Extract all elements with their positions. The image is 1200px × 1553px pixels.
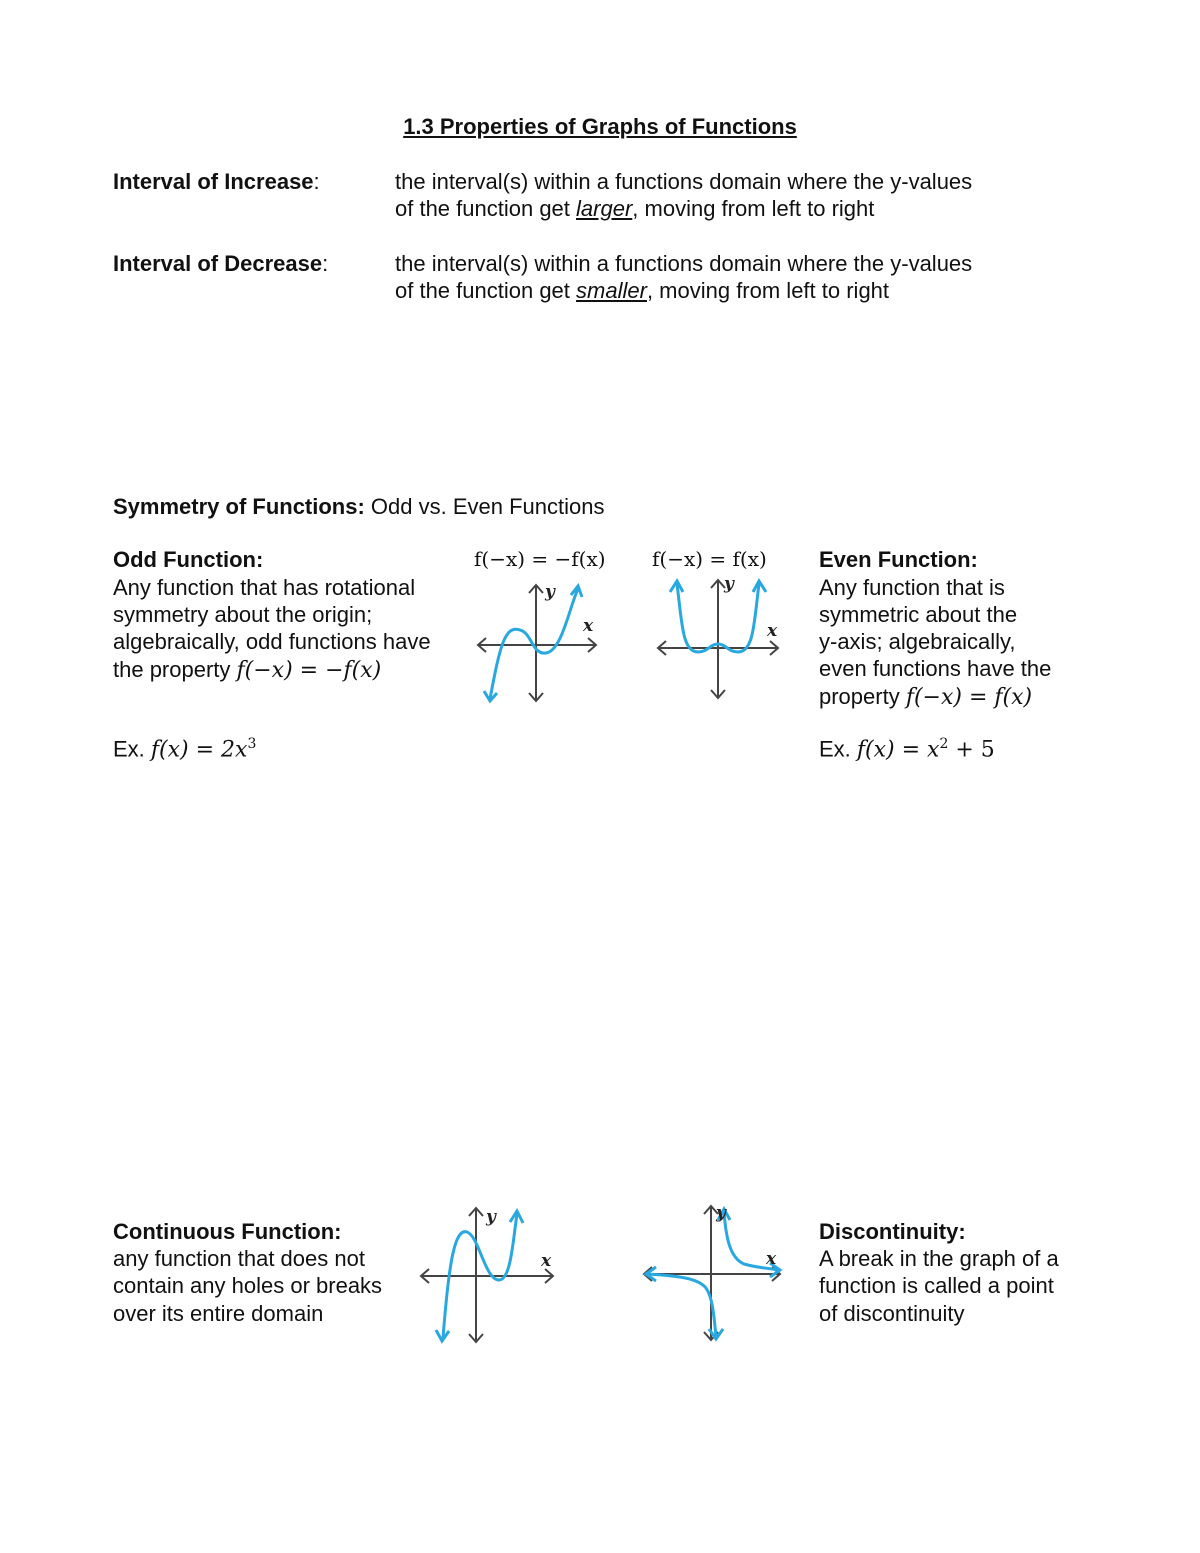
increase-emphasis: larger: [576, 196, 633, 221]
odd-property: f(−x) = −f(x): [236, 658, 382, 683]
odd-y-label: y: [545, 582, 555, 602]
symmetry-rest: Odd vs. Even Functions: [364, 494, 605, 519]
even-heading: Even Function:: [819, 547, 978, 572]
increase-def-line1: the interval(s) within a functions domain where the y-values: [395, 169, 973, 194]
odd-ex-formula: f(x) = 2x: [150, 737, 248, 763]
decrease-term: Interval of Decrease: [113, 251, 323, 276]
odd-example: [113, 731, 256, 763]
odd-line-1: Any function that has rotational: [113, 575, 416, 600]
discontinuity-line-3: of discontinuity: [819, 1301, 965, 1326]
even-example: [819, 731, 995, 763]
odd-function-graph: [470, 575, 605, 710]
increase-def-post: , moving from left to right: [632, 196, 875, 221]
odd-ex-label: Ex.: [113, 736, 151, 762]
discontinuity-left-branch: [648, 1274, 716, 1336]
continuous-function-graph: [415, 1200, 560, 1348]
even-x-label: x: [767, 621, 778, 641]
even-ex-label: Ex.: [819, 736, 857, 762]
even-line-1: Any function that is: [819, 575, 1005, 600]
even-function-graph: [652, 572, 787, 707]
increase-def-pre: of the function get: [395, 196, 577, 221]
discontinuity-x-label: x: [766, 1249, 777, 1269]
even-property: f(−x) = f(x): [905, 685, 1033, 710]
odd-graph-label: f(−x) = −f(x): [474, 547, 606, 571]
discontinuity-line-1: A break in the graph of a: [819, 1246, 1059, 1271]
increase-term-row: [113, 168, 320, 195]
odd-line-2: symmetry about the origin;: [113, 602, 373, 627]
continuous-heading: Continuous Function:: [113, 1219, 342, 1244]
increase-colon: :: [313, 169, 320, 194]
decrease-term-row: [113, 250, 328, 277]
symmetry-heading: [113, 493, 604, 520]
even-ex-exponent: 2: [939, 736, 949, 752]
even-line-2: symmetric about the: [819, 602, 1018, 627]
increase-def-line2: [395, 195, 874, 222]
even-graph-label: f(−x) = f(x): [652, 547, 767, 571]
even-line-4: even functions have the: [819, 656, 1052, 681]
decrease-colon: :: [322, 251, 329, 276]
decrease-def-pre: of the function get: [395, 278, 577, 303]
symmetry-term: Symmetry of Functions:: [113, 494, 365, 519]
continuous-x-label: x: [541, 1251, 552, 1271]
discontinuity-line-2: function is called a point: [819, 1273, 1054, 1298]
discontinuity-y-label: y: [716, 1203, 726, 1223]
odd-last-pre: the property: [113, 657, 237, 682]
decrease-def-post: , moving from left to right: [646, 278, 890, 303]
discontinuity-heading: Discontinuity:: [819, 1219, 966, 1244]
decrease-def-line1: the interval(s) within a functions domain where the y-values: [395, 251, 973, 276]
even-line-3: y-axis; algebraically,: [819, 629, 1016, 654]
continuous-line-1: any function that does not: [113, 1246, 365, 1271]
discontinuity-graph: [638, 1198, 786, 1348]
odd-ex-exponent: 3: [247, 736, 257, 752]
odd-line-4: [113, 656, 381, 684]
odd-line-3: algebraically, odd functions have: [113, 629, 431, 654]
continuous-y-label: y: [486, 1207, 496, 1227]
decrease-emphasis: smaller: [576, 278, 647, 303]
decrease-def-line2: [395, 277, 889, 304]
page-title: 1.3 Properties of Graphs of Functions: [403, 114, 797, 139]
even-ex-formula: f(x) = x: [856, 737, 940, 763]
even-last-pre: property: [819, 684, 906, 709]
even-y-label: y: [724, 574, 734, 594]
continuous-line-2: contain any holes or breaks: [113, 1273, 383, 1298]
continuous-line-3: over its entire domain: [113, 1301, 324, 1326]
even-ex-rhs: + 5: [948, 737, 995, 763]
increase-term: Interval of Increase: [113, 169, 314, 194]
even-line-5: [819, 683, 1032, 711]
odd-heading: Odd Function:: [113, 547, 264, 572]
odd-x-label: x: [583, 616, 594, 636]
